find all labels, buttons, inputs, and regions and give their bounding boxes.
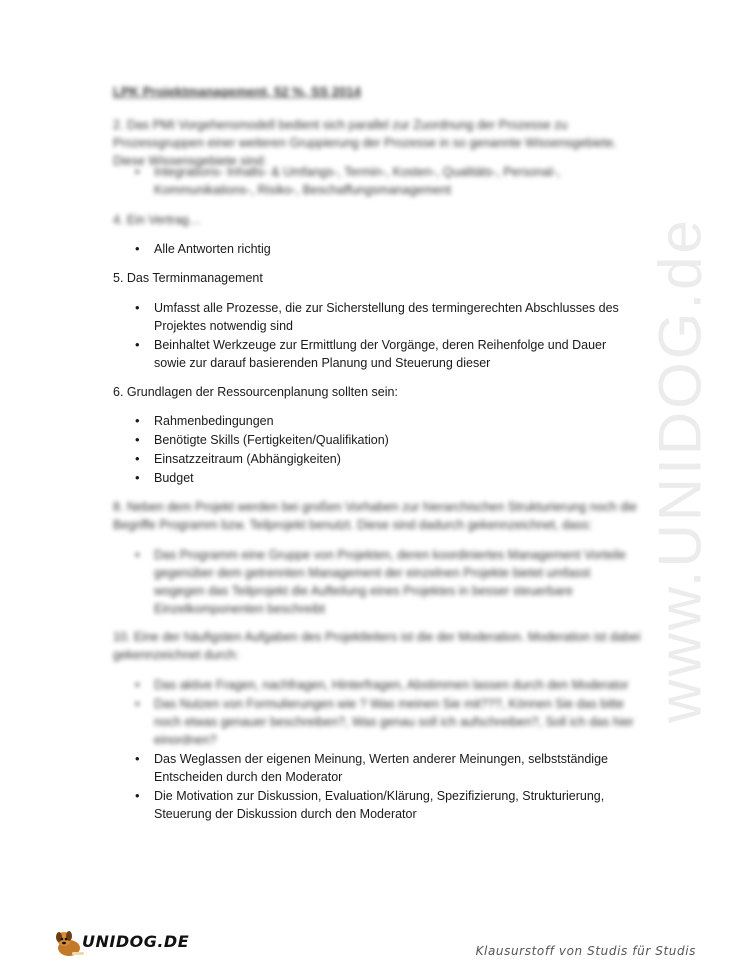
list-item: • Einsatzzeitraum (Abhängigkeiten)	[135, 450, 640, 468]
list-item: • Integrations- Inhalts- & Umfangs-, Termin-, Kosten-, Qualitäts-, Personal-, Kommunikations-, Risiko-, Beschaffungsmanagement	[135, 163, 640, 199]
question-8-list	[135, 546, 640, 619]
unidog-logo	[52, 928, 190, 958]
list-item: • Umfasst alle Prozesse, die zur Sicherstellung des termingerechten Abschlusses des Projektes notwendig sind	[135, 299, 640, 335]
list-item: • Alle Antworten richtig	[135, 240, 640, 258]
page-title: LPK Projektmanagement, 52 %, SS 2014	[113, 84, 361, 99]
question-5: 5. Das Terminmanagement	[113, 271, 263, 285]
list-item: • Rahmenbedingungen	[135, 412, 640, 430]
logo-text: UNIDOG.DE	[82, 932, 190, 951]
footer-tagline: Klausurstoff von Studis für Studis	[475, 944, 696, 958]
question-10-list	[135, 676, 640, 824]
watermark: www.UNIDOG.de	[646, 217, 714, 723]
question-4: 4. Ein Vertrag…	[113, 213, 202, 227]
list-item: • Das Weglassen der eigenen Meinung, Werten anderer Meinungen, selbstständige Entscheiden durch den Moderator	[135, 750, 640, 786]
list-item: • Das Nutzen von Formulierungen wie ? Was meinen Sie mit???, Können Sie das bitte noch etwas genauer beschreiben?, Was genau soll ich aufschreiben?, Soll ich das hier einordnen?	[135, 695, 640, 749]
question-2-list	[135, 163, 640, 200]
question-10: 10. Eine der häufigsten Aufgaben des Projektleiters ist die der Moderation. Moderation ist dabei gekennzeichnet durch:	[113, 630, 641, 662]
list-item: • Budget	[135, 469, 640, 487]
dog-icon	[52, 928, 86, 958]
question-4-list	[135, 240, 640, 259]
list-item: • Beinhaltet Werkzeuge zur Ermittlung der Vorgänge, deren Reihenfolge und Dauer sowie zur darauf basierenden Planung und Steuerung dieser	[135, 336, 640, 372]
list-item: • Das aktive Fragen, nachfragen, Hinterfragen, Abstimmen lassen durch den Moderator	[135, 676, 640, 694]
list-item: • Die Motivation zur Diskussion, Evaluation/Klärung, Spezifizierung, Strukturierung, Steuerung der Diskussion durch den Moderator	[135, 787, 640, 823]
question-6-list	[135, 412, 640, 488]
list-item: • Das Programm eine Gruppe von Projekten, deren koordiniertes Management Vorteile gegenüber dem getrennten Management der einzelnen Projekte bietet umfasst wogegen das Teilprojekt die Aufteilung eines Projektes in besser steuerbare Einzelkomponenten beschreibt	[135, 546, 640, 618]
list-item: • Benötigte Skills (Fertigkeiten/Qualifikation)	[135, 431, 640, 449]
question-2: 2. Das PMI Vorgehensmodell bedient sich parallel zur Zuordnung der Prozesse zu Prozessgruppen einer weiteren Gruppierung der Prozesse in so genannte Wissensgebiete. Diese Wissensgebiete sind:	[113, 118, 617, 168]
question-8: 8. Neben dem Projekt werden bei großen Vorhaben zur hierarchischen Strukturierung noch die Begriffe Programm bzw. Teilprojekt benutzt. Diese sind dadurch gekennzeichnet, dass:	[113, 500, 637, 532]
question-5-list	[135, 299, 640, 373]
question-6: 6. Grundlagen der Ressourcenplanung sollten sein:	[113, 385, 398, 399]
